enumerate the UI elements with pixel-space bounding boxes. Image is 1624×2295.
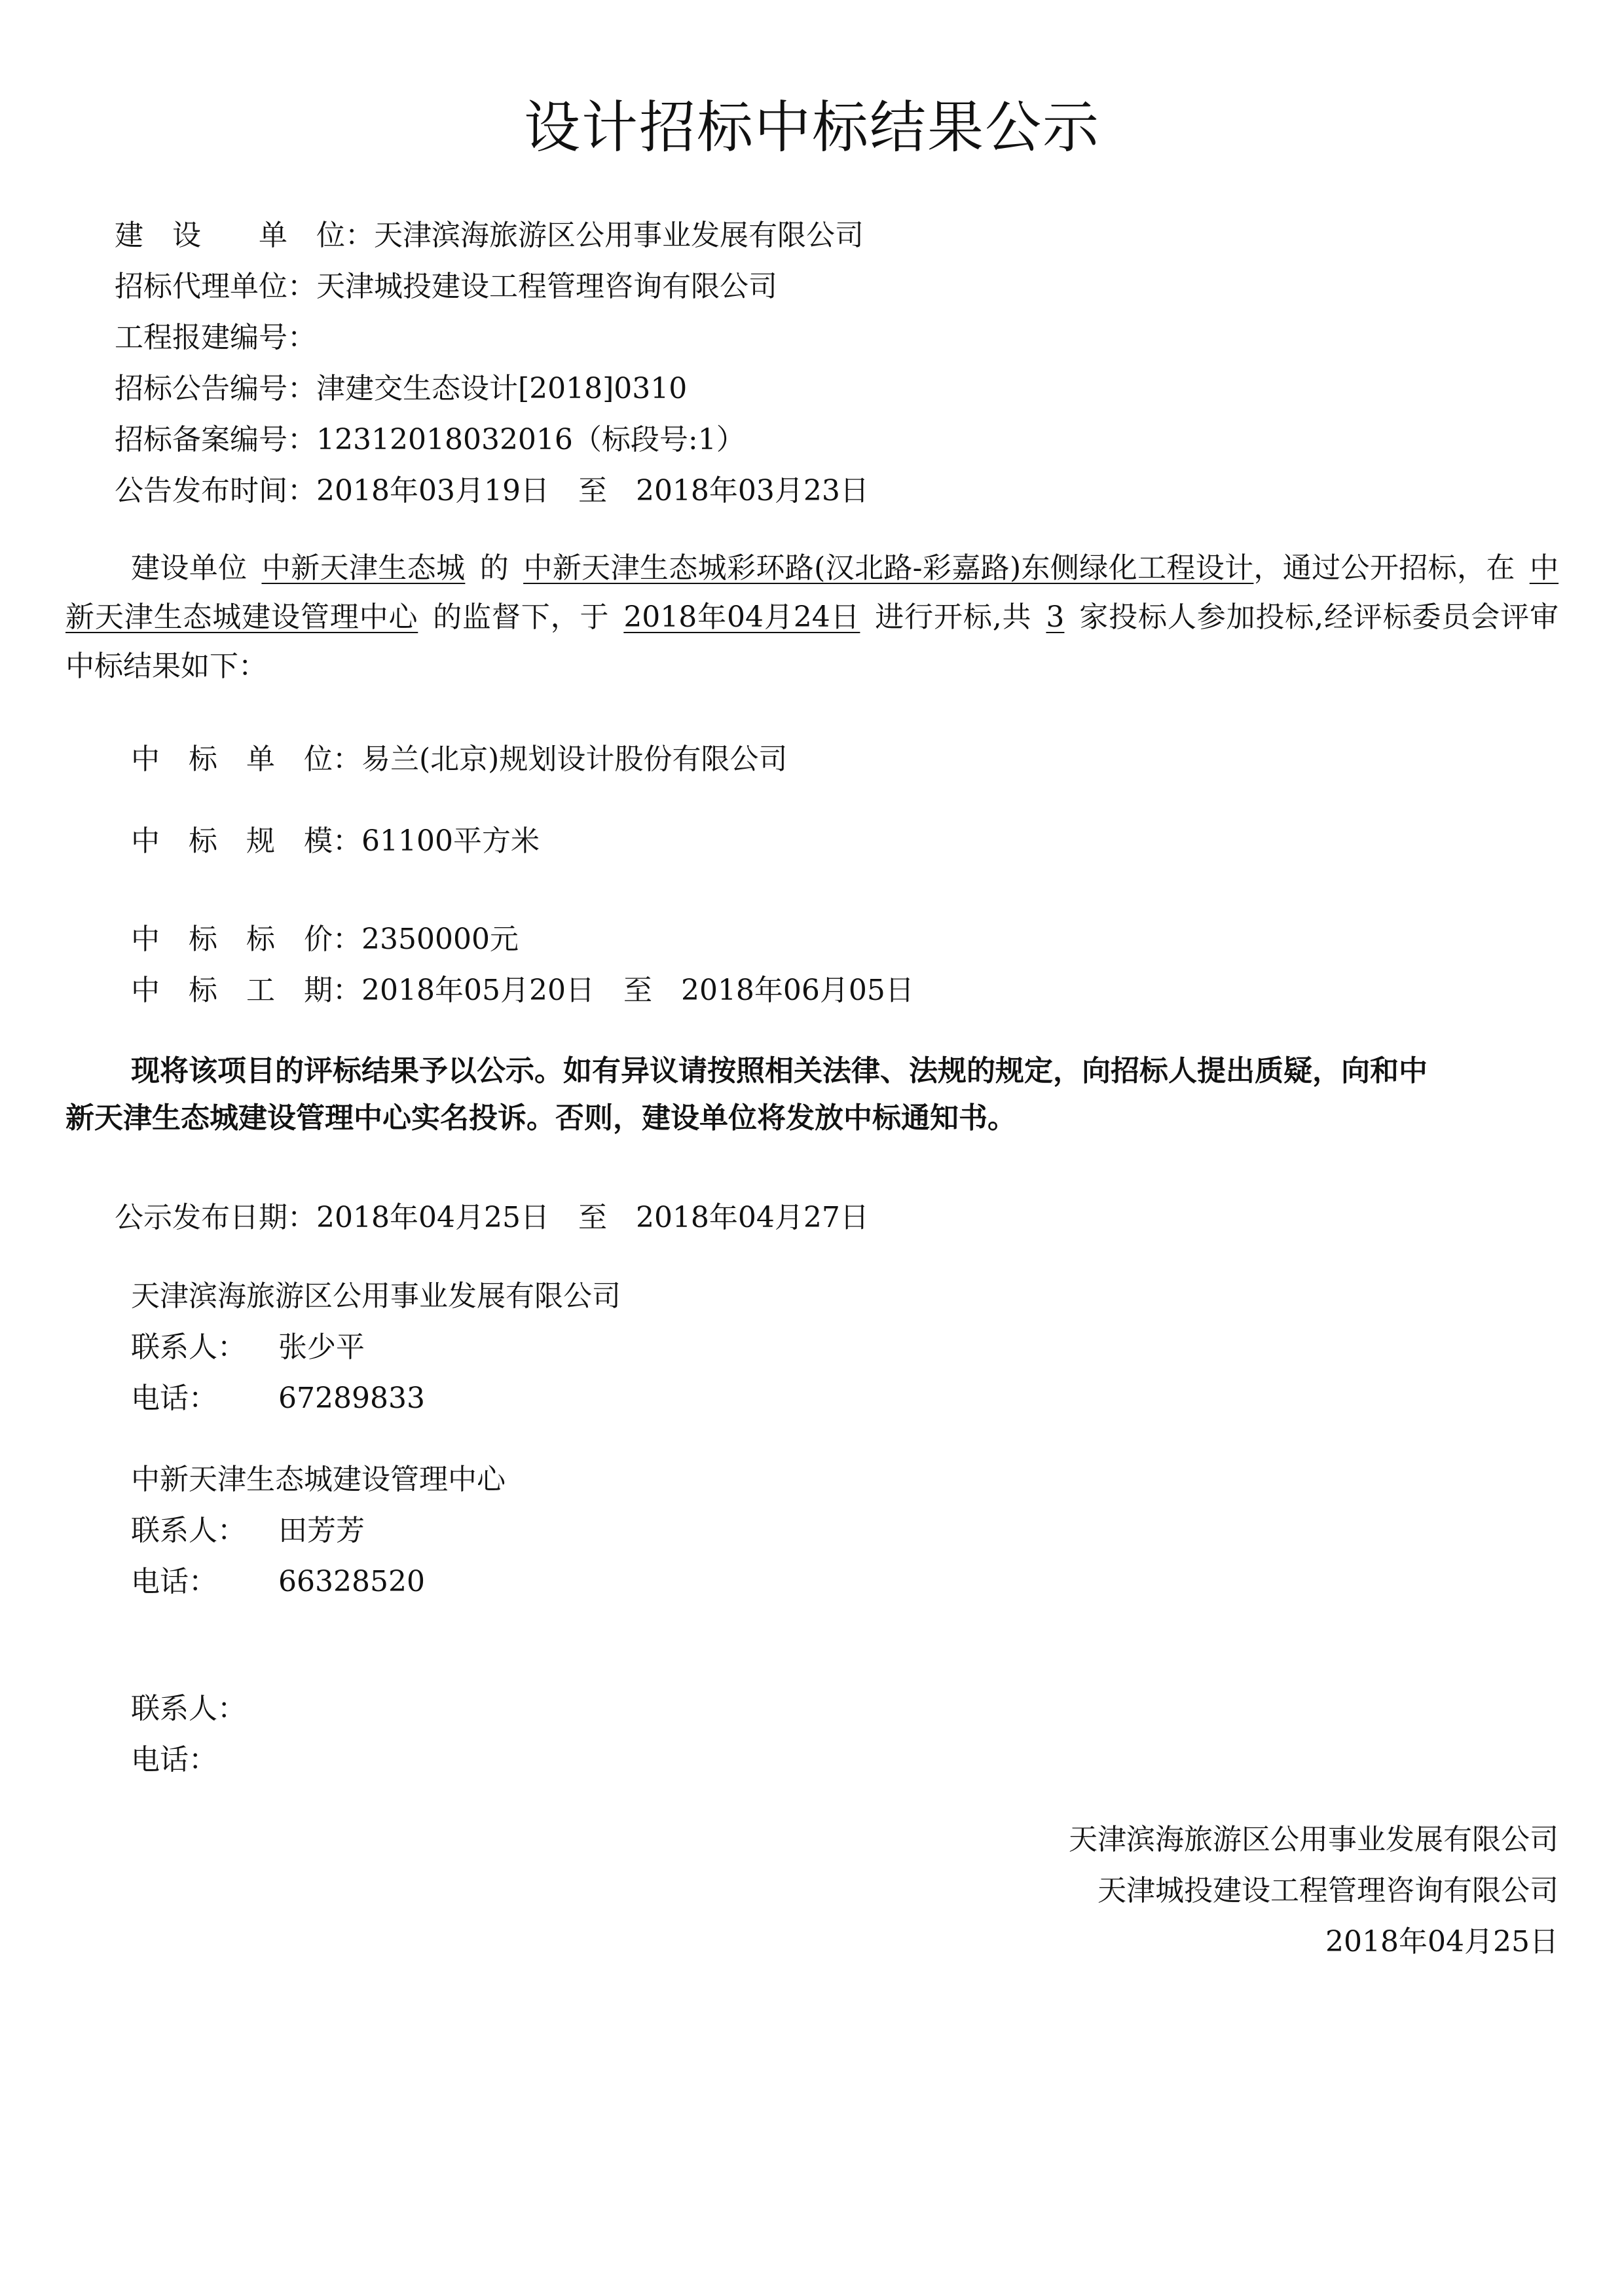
- signature-org-1: 天津滨海旅游区公用事业发展有限公司: [1069, 1823, 1559, 1856]
- paragraph-bidders: 3: [1046, 600, 1065, 634]
- result-paragraph: [65, 543, 1559, 691]
- record-no-value: 12312018032016（标段号:1）: [316, 423, 745, 456]
- paragraph-text-3: ，通过公开招标，在: [1253, 551, 1515, 585]
- agent-label: 招标代理单位：: [115, 270, 316, 303]
- contact-org: 天津滨海旅游区公用事业发展有限公司: [131, 1279, 621, 1313]
- paragraph-supervisor: 中新天津生态城建设管理中心: [65, 551, 1559, 634]
- announce-value: 2018年04月25日 至 2018年04月27日: [316, 1201, 869, 1234]
- contact-person-row: [131, 1511, 655, 1551]
- publish-value: 2018年03月19日 至 2018年03月23日: [316, 474, 869, 507]
- agent-value: 天津城投建设工程管理咨询有限公司: [316, 270, 777, 303]
- contact-phone-row: [131, 1379, 655, 1418]
- paragraph-text-1: 建设单位: [131, 551, 248, 585]
- scale-row: [131, 822, 540, 861]
- notice-no-label: 招标公告编号：: [115, 372, 316, 405]
- paragraph-project: 中新天津生态城彩环路(汉北路-彩嘉路)东侧绿化工程设计: [523, 551, 1254, 585]
- paragraph-open-date: 2018年04月24日: [623, 600, 860, 634]
- contact-person: 田芳芳: [278, 1514, 365, 1547]
- contact-person-row: [131, 1689, 655, 1729]
- builder-value: 天津滨海旅游区公用事业发展有限公司: [374, 219, 864, 252]
- contact-phone: 66328520: [278, 1565, 425, 1598]
- period-label: 中 标 工 期：: [131, 974, 361, 1007]
- winner-value: 易兰(北京)规划设计股份有限公司: [361, 743, 788, 776]
- winner-label: 中 标 单 位：: [131, 743, 361, 776]
- paragraph-builder: 中新天津生态城: [261, 551, 466, 585]
- notice-no-row: [115, 369, 687, 409]
- objection-notice: 现将该项目的评标结果予以公示。如有异议请按照相关法律、法规的规定，向招标人提出质疑，向和中新天津生态城建设管理中心实名投诉。否则，建设单位将发放中标通知书。: [65, 1054, 1428, 1135]
- paragraph-text-6: 家投标人参加投标,经评标委员会评审中标结果如下：: [65, 600, 1559, 683]
- publish-row: [115, 471, 869, 511]
- scale-value: 61100平方米: [361, 824, 540, 858]
- price-label: 中 标 标 价：: [131, 923, 361, 956]
- contact-phone: 67289833: [278, 1382, 425, 1415]
- builder-row: [115, 216, 864, 255]
- period-row: [131, 971, 914, 1010]
- agent-row: [115, 267, 777, 306]
- scale-label: 中 标 规 模：: [131, 824, 361, 858]
- paragraph-text-2: 的: [479, 551, 509, 585]
- project-no-label: 工程报建编号：: [115, 321, 316, 354]
- paragraph-text-5: 进行开标,共: [874, 600, 1032, 634]
- contact-phone-label: 电话：: [131, 1565, 217, 1598]
- contact-person-row: [131, 1328, 655, 1367]
- winner-row: [131, 740, 787, 779]
- signature-date: 2018年04月25日: [1325, 1925, 1559, 1958]
- page-title: 设计招标中标结果公示: [524, 95, 1100, 160]
- contact-phone-label: 电话：: [131, 1382, 217, 1415]
- period-value: 2018年05月20日 至 2018年06月05日: [361, 974, 914, 1007]
- contact-person-label: 联系人：: [131, 1514, 246, 1547]
- paragraph-text-4: 的监督下，于: [432, 600, 610, 634]
- price-value: 2350000元: [361, 923, 519, 956]
- announce-label: 公示发布日期：: [115, 1201, 316, 1234]
- contact-phone-row: [131, 1740, 655, 1780]
- announce-row: [115, 1198, 869, 1238]
- contact-person-label: 联系人：: [131, 1331, 246, 1364]
- notice-no-value: 津建交生态设计[2018]0310: [316, 372, 688, 405]
- contact-org: 中新天津生态城建设管理中心: [131, 1463, 506, 1496]
- record-no-row: [115, 420, 745, 460]
- price-row: [131, 920, 519, 959]
- builder-label: 建 设 单 位：: [115, 219, 374, 252]
- contact-phone-label: 电话：: [131, 1743, 217, 1776]
- contact-phone-row: [131, 1562, 655, 1602]
- signature-org-2: 天津城投建设工程管理咨询有限公司: [1098, 1874, 1559, 1907]
- record-no-label: 招标备案编号：: [115, 423, 316, 456]
- contact-person: 张少平: [278, 1331, 365, 1364]
- project-no-row: [115, 318, 316, 358]
- publish-label: 公告发布时间：: [115, 474, 316, 507]
- contact-person-label: 联系人：: [131, 1692, 246, 1725]
